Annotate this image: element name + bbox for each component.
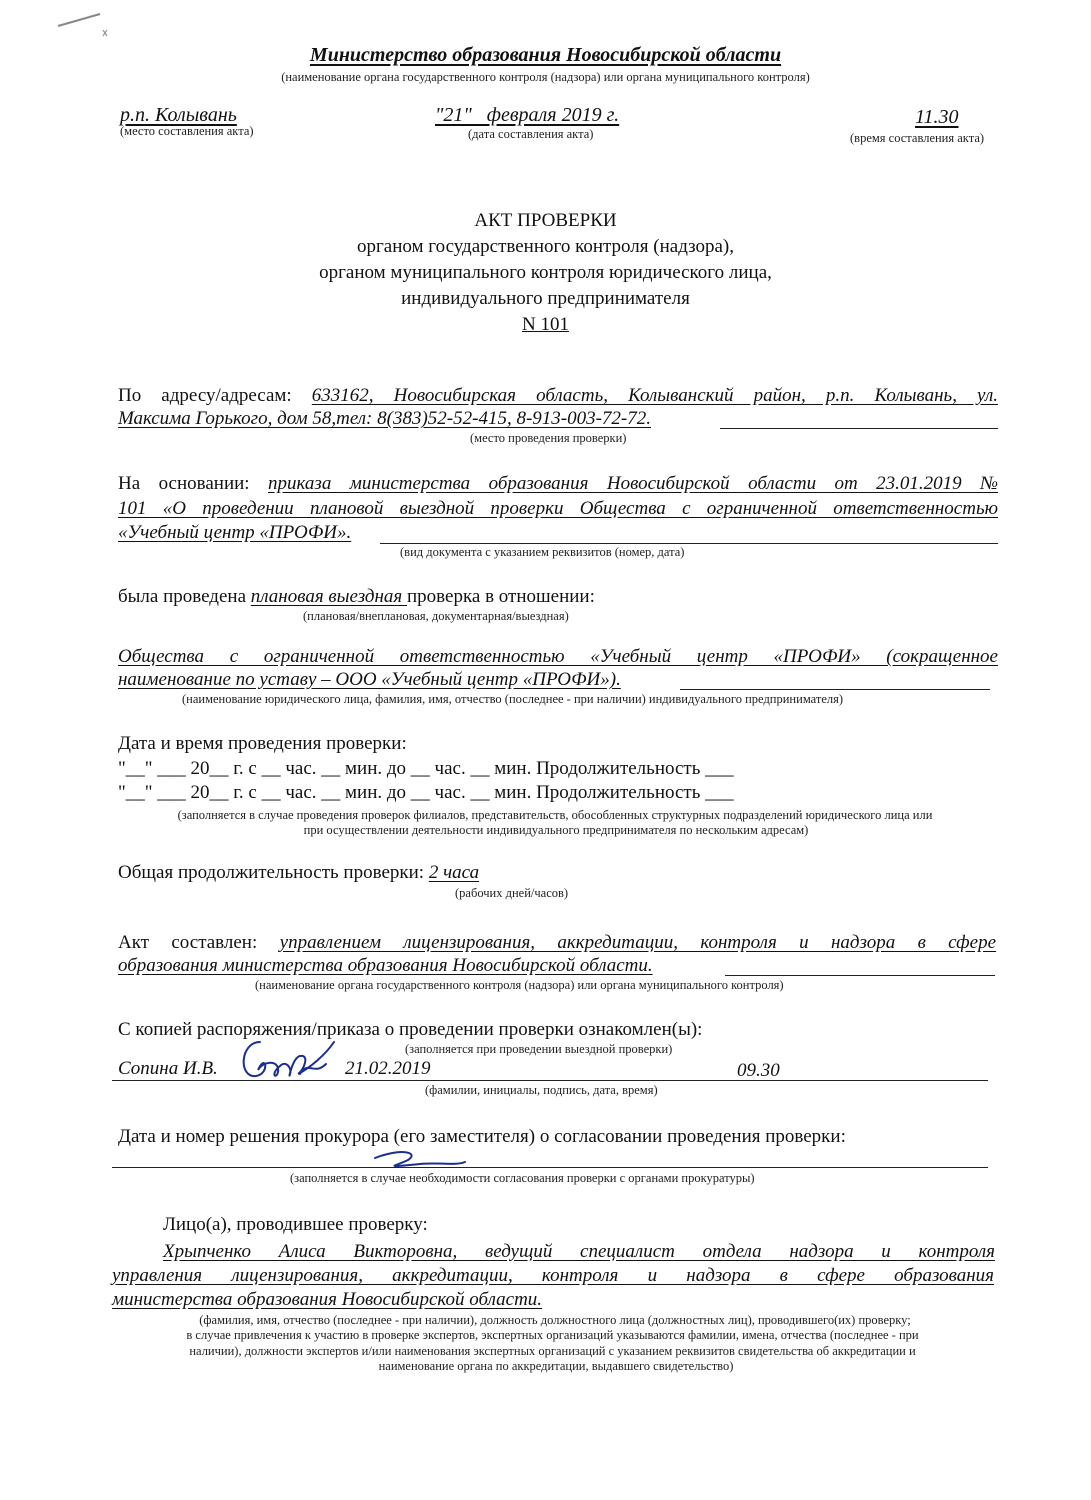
acquainted-time: 09.30 (737, 1060, 780, 1081)
composed-value-2: образования министерства образования Новосибирской области. (118, 955, 653, 976)
basis-underline (380, 543, 998, 544)
datetime-row1: "__" ___ 20__ г. с __ час. __ мин. до __ час. __ мин. Продолжительность ___ (118, 758, 734, 779)
basis-value-1: приказа министерства образования Новосибирской области от 23.01.2019 № (268, 473, 998, 494)
inspection-type-line (118, 586, 595, 608)
address-value-1: 633162, Новосибирская область, Колыванский район, р.п. Колывань, ул. (311, 385, 998, 406)
inspector-value-2: управления лицензирования, аккредитации, контроля и надзора в сфере образования (112, 1265, 994, 1286)
act-title-line1: АКТ ПРОВЕРКИ (474, 210, 617, 231)
inspector-value-1: Хрыпченко Алиса Викторовна, ведущий специалист отдела надзора и контроля (163, 1241, 995, 1262)
acquainted-name: Сопина И.В. (118, 1058, 218, 1079)
address-underline (720, 428, 998, 429)
date-value: "21" февраля 2019 г. (435, 104, 620, 126)
ministry-caption: (наименование органа государственного контроля (надзора) или органа муниципального контроля) (281, 70, 810, 84)
composed-line1 (118, 931, 996, 955)
act-title-line4: индивидуального предпринимателя (401, 288, 690, 309)
inspection-type-prefix: была проведена (118, 586, 247, 607)
address-label: По адресу/адресам: (118, 385, 292, 406)
act-number: N 101 (522, 314, 569, 335)
datetime-row2: "__" ___ 20__ г. с __ час. __ мин. до __ час. __ мин. Продолжительность ___ (118, 782, 734, 803)
date-caption: (дата составления акта) (468, 127, 594, 141)
datetime-caption2: при осуществлении деятельности индивидуального предпринимателя по нескольким адресам) (303, 823, 809, 837)
acquainted-label: С копией распоряжения/приказа о проведении проверки ознакомлен(ы): (118, 1019, 703, 1040)
time-value: 11.30 (915, 106, 959, 128)
place-caption: (место составления акта) (120, 124, 254, 138)
duration-value: 2 часа (428, 862, 480, 883)
composed-label: Акт составлен: (118, 932, 258, 953)
subject-value-1: Общества с ограниченной ответственностью «Учебный центр «ПРОФИ» (сокращенное (118, 646, 998, 667)
signature-sopina (230, 1030, 360, 1090)
inspector-line1-wrap (163, 1240, 995, 1264)
prosecutor-caption: (заполняется в случае необходимости согласования проверки с органами прокуратуры) (290, 1171, 755, 1185)
address-line1 (118, 384, 998, 408)
place-value: р.п. Колывань (120, 104, 237, 126)
inspector-value-3: министерства образования Новосибирской области. (112, 1289, 543, 1310)
act-title (0, 208, 1091, 338)
prosecutor-label: Дата и номер решения прокурора (его заместителя) о согласовании проведения проверки: (118, 1126, 846, 1147)
inspection-type-caption: (плановая/внеплановая, документарная/выездная) (303, 609, 569, 623)
inspection-type-suffix: проверка в отношении: (407, 586, 595, 607)
inspector-caption2: в случае привлечения к участию в проверке экспертов, экспертных организаций указываются фамилии, имена, отчества (последнее - при (186, 1328, 919, 1342)
basis-label: На основании: (118, 473, 250, 494)
acquainted-date: 21.02.2019 (345, 1058, 431, 1079)
inspector-caption3: наличии), должности экспертов и/или наименования экспертных организаций с указанием реквизитов свидетельства об аккредитации и (189, 1344, 916, 1358)
datetime-caption1: (заполняется в случае проведения проверок филиалов, представительств, обособленных структурных подразделений юридического лица или (177, 808, 933, 822)
act-title-line2: органом государственного контроля (надзора), (356, 236, 735, 257)
duration-caption: (рабочих дней/часов) (455, 886, 569, 900)
duration-line (118, 862, 479, 884)
address-caption: (место проведения проверки) (470, 431, 627, 445)
basis-caption: (вид документа с указанием реквизитов (номер, дата) (400, 545, 685, 559)
acquainted-caption-top: (заполняется при проведении выездной проверки) (405, 1042, 673, 1056)
subject-caption: (наименование юридического лица, фамилия, имя, отчество (последнее - при наличии) индивидуального предпринимателя) (182, 692, 844, 706)
act-title-line3: органом муниципального контроля юридического лица, (319, 262, 772, 283)
inspector-caption1: (фамилия, имя, отчество (последнее - при наличии), должность должностного лица (должностных лиц), проводившего(их) проверку; (199, 1313, 911, 1327)
corner-pencil-mark (55, 8, 115, 38)
basis-value-3: «Учебный центр «ПРОФИ». (118, 522, 352, 543)
prosecutor-underline (112, 1167, 988, 1168)
subject-value-2: наименование по уставу – ООО «Учебный центр «ПРОФИ»). (118, 669, 621, 690)
inspector-caption4: наименование органа по аккредитации, выдавшего свидетельство) (378, 1359, 734, 1373)
address-value-2: Максима Горького, дом 58,тел: 8(383)52-52-415, 8-913-003-72-72. (118, 408, 652, 429)
time-caption: (время составления акта) (850, 131, 985, 145)
inspector-label: Лицо(а), проводившее проверку: (163, 1214, 428, 1235)
ministry-name: Министерство образования Новосибирской области (309, 44, 782, 66)
composed-underline (725, 975, 995, 976)
composed-caption: (наименование органа государственного контроля (надзора) или органа муниципального контроля) (255, 978, 784, 992)
basis-value-2: 101 «О проведении плановой выездной проверки Общества с ограниченной ответственностью (118, 498, 998, 519)
datetime-label: Дата и время проведения проверки: (118, 733, 407, 754)
basis-line1 (118, 472, 998, 496)
subject-underline (680, 689, 990, 690)
inspection-type-value: плановая выездная (250, 586, 407, 607)
composed-value-1: управлением лицензирования, аккредитации, контроля и надзора в сфере (279, 932, 996, 953)
signature-stroke (360, 1140, 470, 1175)
acquainted-caption: (фамилии, инициалы, подпись, дата, время) (425, 1083, 658, 1097)
duration-label: Общая продолжительность проверки: (118, 862, 425, 883)
